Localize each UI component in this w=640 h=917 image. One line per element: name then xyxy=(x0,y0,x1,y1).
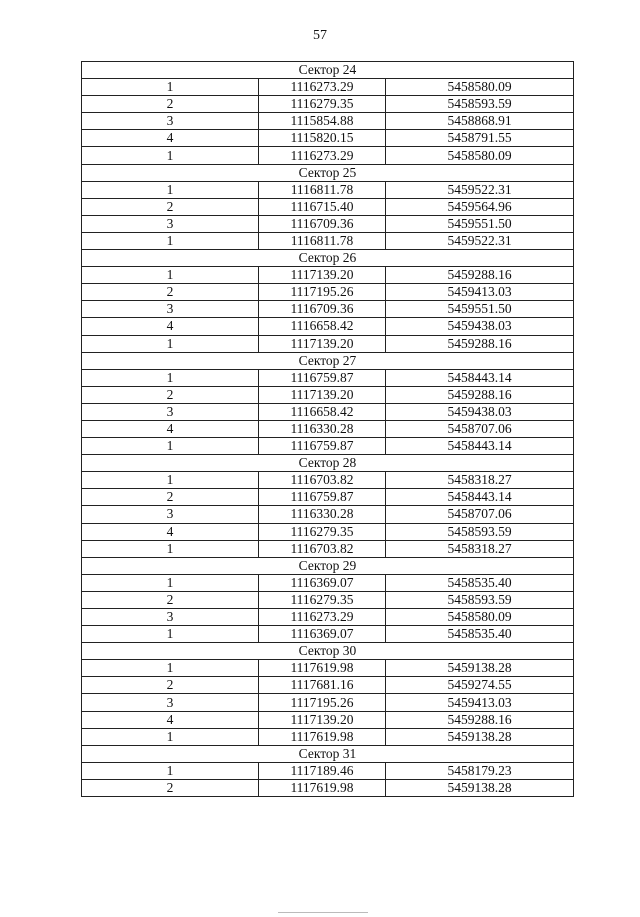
sector-title: Сектор 24 xyxy=(82,62,574,79)
x-coordinate-cell: 1115854.88 xyxy=(259,113,386,130)
point-number-cell: 1 xyxy=(82,232,259,249)
y-coordinate-cell: 5459438.03 xyxy=(386,403,574,420)
x-coordinate-cell: 1117619.98 xyxy=(259,660,386,677)
point-number-cell: 1 xyxy=(82,147,259,164)
x-coordinate-cell: 1117189.46 xyxy=(259,762,386,779)
table-row xyxy=(82,438,574,455)
point-number-cell: 1 xyxy=(82,438,259,455)
x-coordinate-cell: 1116273.29 xyxy=(259,79,386,96)
y-coordinate-cell: 5458868.91 xyxy=(386,113,574,130)
x-coordinate-cell: 1116273.29 xyxy=(259,147,386,164)
point-number-cell: 3 xyxy=(82,215,259,232)
x-coordinate-cell: 1117139.20 xyxy=(259,335,386,352)
x-coordinate-cell: 1117195.26 xyxy=(259,694,386,711)
table-row xyxy=(82,677,574,694)
x-coordinate-cell: 1116811.78 xyxy=(259,232,386,249)
point-number-cell: 2 xyxy=(82,198,259,215)
y-coordinate-cell: 5458707.06 xyxy=(386,506,574,523)
x-coordinate-cell: 1117139.20 xyxy=(259,711,386,728)
table-row xyxy=(82,728,574,745)
table-row xyxy=(82,267,574,284)
table-row xyxy=(82,301,574,318)
x-coordinate-cell: 1116330.28 xyxy=(259,506,386,523)
y-coordinate-cell: 5458580.09 xyxy=(386,147,574,164)
x-coordinate-cell: 1116273.29 xyxy=(259,609,386,626)
table-row xyxy=(82,79,574,96)
x-coordinate-cell: 1116658.42 xyxy=(259,318,386,335)
sector-title: Сектор 30 xyxy=(82,643,574,660)
x-coordinate-cell: 1116279.35 xyxy=(259,96,386,113)
sector-header-row xyxy=(82,557,574,574)
x-coordinate-cell: 1117681.16 xyxy=(259,677,386,694)
x-coordinate-cell: 1117619.98 xyxy=(259,779,386,796)
y-coordinate-cell: 5459288.16 xyxy=(386,711,574,728)
point-number-cell: 1 xyxy=(82,728,259,745)
table-row xyxy=(82,591,574,608)
sector-header-row xyxy=(82,62,574,79)
table-row xyxy=(82,335,574,352)
point-number-cell: 1 xyxy=(82,472,259,489)
y-coordinate-cell: 5458593.59 xyxy=(386,523,574,540)
sector-title: Сектор 25 xyxy=(82,164,574,181)
point-number-cell: 1 xyxy=(82,181,259,198)
point-number-cell: 3 xyxy=(82,609,259,626)
y-coordinate-cell: 5459522.31 xyxy=(386,232,574,249)
x-coordinate-cell: 1116658.42 xyxy=(259,403,386,420)
y-coordinate-cell: 5458443.14 xyxy=(386,489,574,506)
point-number-cell: 1 xyxy=(82,267,259,284)
x-coordinate-cell: 1116369.07 xyxy=(259,626,386,643)
y-coordinate-cell: 5459288.16 xyxy=(386,267,574,284)
table-row xyxy=(82,181,574,198)
point-number-cell: 4 xyxy=(82,523,259,540)
point-number-cell: 3 xyxy=(82,506,259,523)
y-coordinate-cell: 5458580.09 xyxy=(386,79,574,96)
table-row xyxy=(82,403,574,420)
y-coordinate-cell: 5458593.59 xyxy=(386,591,574,608)
table-row xyxy=(82,96,574,113)
x-coordinate-cell: 1116279.35 xyxy=(259,523,386,540)
y-coordinate-cell: 5458443.14 xyxy=(386,438,574,455)
scan-edge-line xyxy=(278,912,368,913)
point-number-cell: 3 xyxy=(82,694,259,711)
point-number-cell: 2 xyxy=(82,489,259,506)
x-coordinate-cell: 1116759.87 xyxy=(259,369,386,386)
point-number-cell: 3 xyxy=(82,301,259,318)
y-coordinate-cell: 5459551.50 xyxy=(386,301,574,318)
table-row xyxy=(82,574,574,591)
x-coordinate-cell: 1117195.26 xyxy=(259,284,386,301)
coordinates-table-body xyxy=(82,62,574,797)
point-number-cell: 1 xyxy=(82,369,259,386)
y-coordinate-cell: 5458443.14 xyxy=(386,369,574,386)
x-coordinate-cell: 1116369.07 xyxy=(259,574,386,591)
y-coordinate-cell: 5459138.28 xyxy=(386,728,574,745)
table-row xyxy=(82,369,574,386)
table-row xyxy=(82,660,574,677)
y-coordinate-cell: 5458535.40 xyxy=(386,574,574,591)
point-number-cell: 4 xyxy=(82,318,259,335)
point-number-cell: 2 xyxy=(82,677,259,694)
y-coordinate-cell: 5459138.28 xyxy=(386,660,574,677)
y-coordinate-cell: 5458707.06 xyxy=(386,420,574,437)
point-number-cell: 1 xyxy=(82,540,259,557)
y-coordinate-cell: 5459564.96 xyxy=(386,198,574,215)
table-row xyxy=(82,489,574,506)
sector-header-row xyxy=(82,250,574,267)
table-row xyxy=(82,711,574,728)
table-row xyxy=(82,284,574,301)
point-number-cell: 1 xyxy=(82,574,259,591)
sector-title: Сектор 26 xyxy=(82,250,574,267)
table-row xyxy=(82,779,574,796)
x-coordinate-cell: 1116279.35 xyxy=(259,591,386,608)
y-coordinate-cell: 5458791.55 xyxy=(386,130,574,147)
sector-header-row xyxy=(82,455,574,472)
table-row xyxy=(82,472,574,489)
table-row xyxy=(82,626,574,643)
y-coordinate-cell: 5458318.27 xyxy=(386,540,574,557)
x-coordinate-cell: 1116330.28 xyxy=(259,420,386,437)
table-row xyxy=(82,694,574,711)
point-number-cell: 2 xyxy=(82,284,259,301)
y-coordinate-cell: 5459413.03 xyxy=(386,694,574,711)
coordinates-table xyxy=(81,61,574,797)
sector-header-row xyxy=(82,164,574,181)
x-coordinate-cell: 1116715.40 xyxy=(259,198,386,215)
y-coordinate-cell: 5458580.09 xyxy=(386,609,574,626)
point-number-cell: 1 xyxy=(82,762,259,779)
y-coordinate-cell: 5458179.23 xyxy=(386,762,574,779)
y-coordinate-cell: 5458593.59 xyxy=(386,96,574,113)
y-coordinate-cell: 5459274.55 xyxy=(386,677,574,694)
table-row xyxy=(82,198,574,215)
point-number-cell: 1 xyxy=(82,79,259,96)
sector-header-row xyxy=(82,643,574,660)
table-row xyxy=(82,420,574,437)
table-row xyxy=(82,762,574,779)
x-coordinate-cell: 1116709.36 xyxy=(259,301,386,318)
y-coordinate-cell: 5459438.03 xyxy=(386,318,574,335)
point-number-cell: 1 xyxy=(82,626,259,643)
point-number-cell: 2 xyxy=(82,96,259,113)
sector-title: Сектор 29 xyxy=(82,557,574,574)
x-coordinate-cell: 1115820.15 xyxy=(259,130,386,147)
x-coordinate-cell: 1116703.82 xyxy=(259,472,386,489)
table-row xyxy=(82,113,574,130)
x-coordinate-cell: 1117139.20 xyxy=(259,267,386,284)
table-row xyxy=(82,523,574,540)
point-number-cell: 4 xyxy=(82,130,259,147)
x-coordinate-cell: 1116759.87 xyxy=(259,438,386,455)
x-coordinate-cell: 1116709.36 xyxy=(259,215,386,232)
y-coordinate-cell: 5459288.16 xyxy=(386,386,574,403)
x-coordinate-cell: 1116759.87 xyxy=(259,489,386,506)
sector-header-row xyxy=(82,352,574,369)
point-number-cell: 4 xyxy=(82,420,259,437)
y-coordinate-cell: 5459288.16 xyxy=(386,335,574,352)
point-number-cell: 1 xyxy=(82,335,259,352)
sector-title: Сектор 27 xyxy=(82,352,574,369)
point-number-cell: 2 xyxy=(82,386,259,403)
table-row xyxy=(82,215,574,232)
point-number-cell: 1 xyxy=(82,660,259,677)
x-coordinate-cell: 1117619.98 xyxy=(259,728,386,745)
table-row xyxy=(82,540,574,557)
x-coordinate-cell: 1116703.82 xyxy=(259,540,386,557)
sector-title: Сектор 28 xyxy=(82,455,574,472)
table-row xyxy=(82,318,574,335)
y-coordinate-cell: 5459522.31 xyxy=(386,181,574,198)
y-coordinate-cell: 5459413.03 xyxy=(386,284,574,301)
point-number-cell: 2 xyxy=(82,591,259,608)
point-number-cell: 2 xyxy=(82,779,259,796)
point-number-cell: 4 xyxy=(82,711,259,728)
point-number-cell: 3 xyxy=(82,403,259,420)
table-row xyxy=(82,147,574,164)
y-coordinate-cell: 5458318.27 xyxy=(386,472,574,489)
table-row xyxy=(82,130,574,147)
y-coordinate-cell: 5459551.50 xyxy=(386,215,574,232)
point-number-cell: 3 xyxy=(82,113,259,130)
table-row xyxy=(82,386,574,403)
table-row xyxy=(82,232,574,249)
page-number: 57 xyxy=(313,28,327,43)
y-coordinate-cell: 5459138.28 xyxy=(386,779,574,796)
sector-header-row xyxy=(82,745,574,762)
y-coordinate-cell: 5458535.40 xyxy=(386,626,574,643)
x-coordinate-cell: 1116811.78 xyxy=(259,181,386,198)
sector-title: Сектор 31 xyxy=(82,745,574,762)
table-row xyxy=(82,506,574,523)
x-coordinate-cell: 1117139.20 xyxy=(259,386,386,403)
table-row xyxy=(82,609,574,626)
